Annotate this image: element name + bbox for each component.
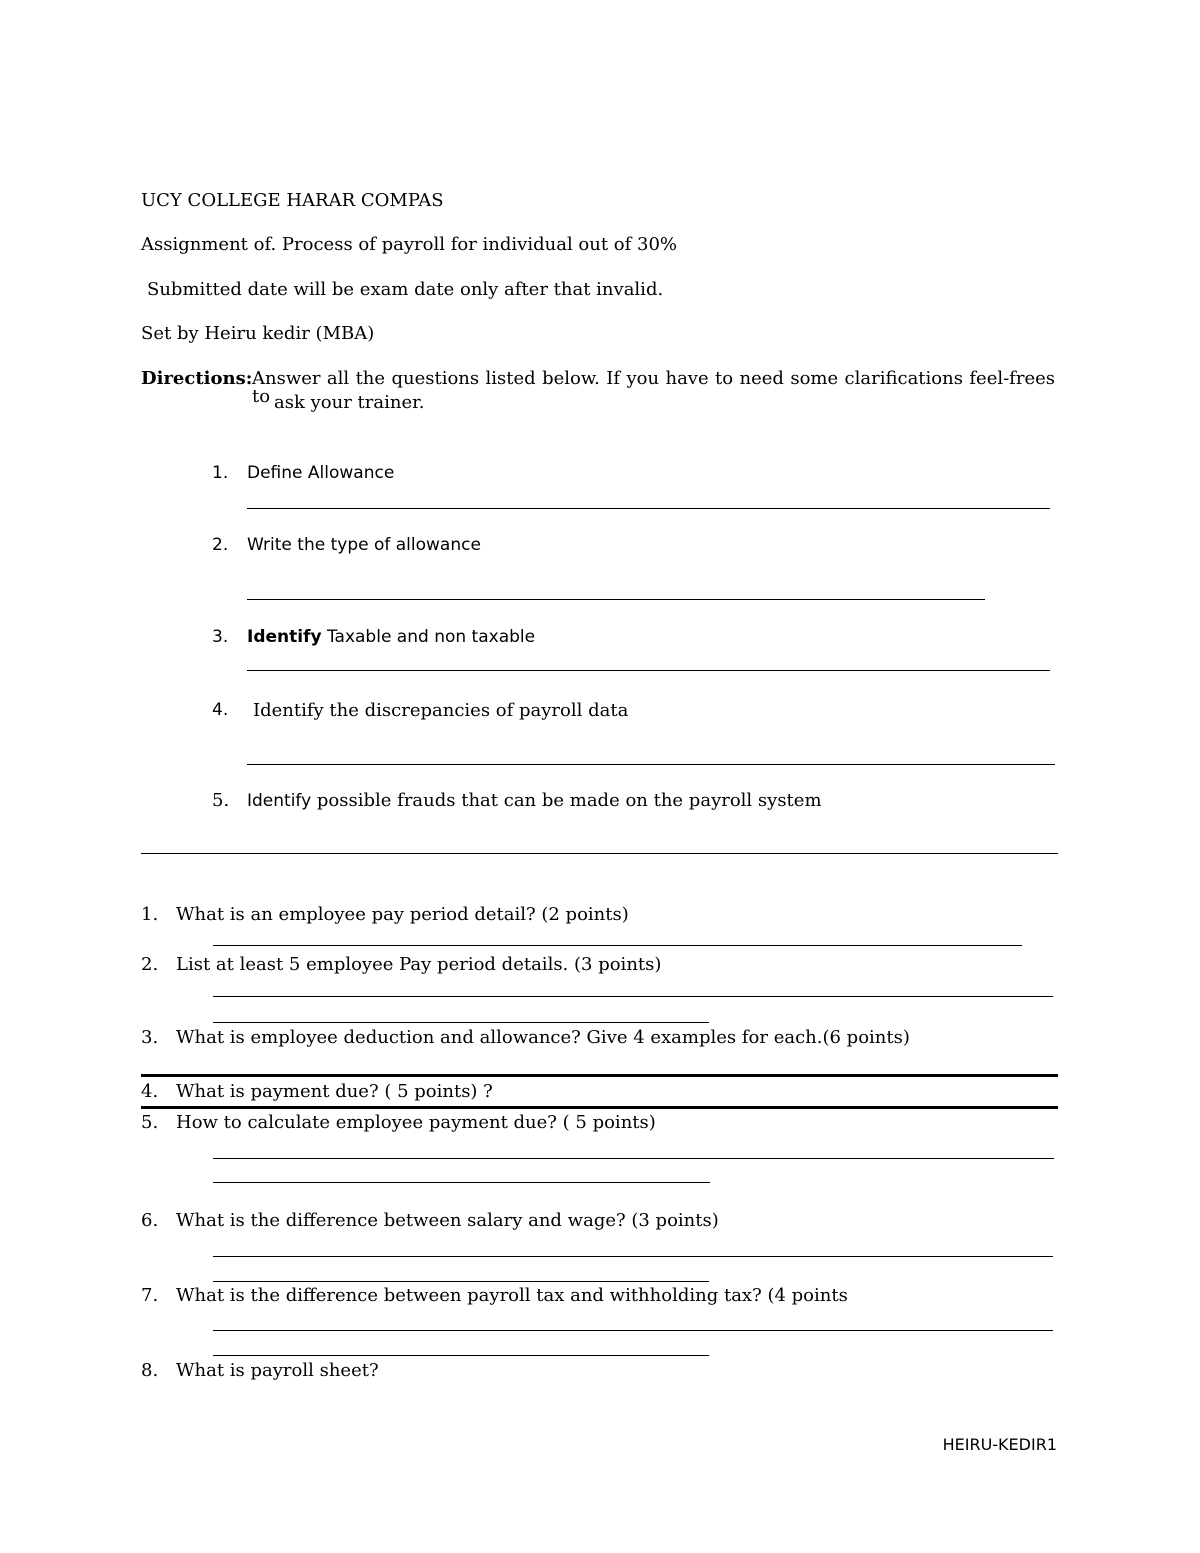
part1-q5-number: 5. bbox=[212, 790, 230, 811]
answer-line bbox=[213, 945, 1022, 946]
answer-line bbox=[247, 508, 1050, 509]
part1-q1-text: Allowance bbox=[302, 463, 395, 483]
section-divider bbox=[141, 853, 1058, 854]
part2-q7-text: What is the difference between payroll tax and withholding tax? (4 points bbox=[176, 1285, 848, 1306]
answer-line bbox=[213, 1330, 1053, 1331]
answer-line bbox=[247, 764, 1055, 765]
answer-line bbox=[247, 670, 1050, 671]
college-title: UCY COLLEGE HARAR COMPAS bbox=[141, 190, 444, 211]
part1-q3-number: 3. bbox=[212, 627, 229, 647]
part2-q8-text: What is payroll sheet? bbox=[176, 1360, 379, 1381]
page-footer: HEIRU-KEDIR1 bbox=[942, 1435, 1057, 1454]
part1-q2-number: 2. bbox=[212, 535, 229, 555]
answer-line bbox=[213, 1022, 709, 1023]
part2-q3-text: What is employee deduction and allowance? Give 4 examples for each.(6 points) bbox=[176, 1027, 910, 1048]
part1-q5-keyword: Identify bbox=[247, 791, 312, 811]
thick-rule bbox=[141, 1106, 1058, 1109]
part2-q8-number: 8. bbox=[141, 1360, 159, 1381]
part1-q2 bbox=[247, 537, 481, 554]
part1-q3-text: Taxable and non taxable bbox=[321, 627, 536, 647]
answer-line bbox=[213, 1355, 709, 1356]
thick-rule bbox=[141, 1074, 1058, 1077]
answer-line bbox=[213, 1281, 709, 1282]
part2-q2-text: List at least 5 employee Pay period details. (3 points) bbox=[176, 954, 662, 975]
part1-q1 bbox=[247, 465, 394, 482]
directions-text-cont: ask your trainer. bbox=[274, 392, 425, 413]
part2-q4-text: What is payment due? ( 5 points) ? bbox=[176, 1081, 493, 1102]
part2-q1-number: 1. bbox=[141, 904, 159, 925]
part1-q5 bbox=[247, 792, 822, 810]
part2-q3-number: 3. bbox=[141, 1027, 159, 1048]
part1-q1-number: 1. bbox=[212, 463, 229, 483]
submission-note: Submitted date will be exam date only after that invalid. bbox=[147, 279, 664, 300]
part1-q3 bbox=[247, 629, 535, 646]
part2-q5-text: How to calculate employee payment due? ( 5 points) bbox=[176, 1112, 656, 1133]
part1-q2-text: the type of allowance bbox=[291, 535, 481, 555]
answer-line bbox=[247, 599, 985, 600]
directions-label: Directions: bbox=[141, 368, 253, 389]
part2-q2-number: 2. bbox=[141, 954, 159, 975]
part1-q4-text: Identify the discrepancies of payroll data bbox=[253, 700, 629, 721]
part2-q1-text: What is an employee pay period detail? (2 points) bbox=[176, 904, 629, 925]
part2-q4-number: 4. bbox=[141, 1081, 159, 1102]
answer-line bbox=[213, 1182, 710, 1183]
answer-line bbox=[213, 1158, 1054, 1159]
answer-line bbox=[213, 1256, 1053, 1257]
part2-q7-number: 7. bbox=[141, 1285, 159, 1306]
directions-text: Answer all the questions listed below. If you have to need some clarifications feel-frees to bbox=[252, 368, 1055, 407]
answer-line bbox=[213, 996, 1053, 997]
set-by: Set by Heiru kedir (MBA) bbox=[141, 323, 375, 344]
part2-q5-number: 5. bbox=[141, 1112, 159, 1133]
part1-q1-keyword: Define bbox=[247, 463, 303, 483]
part1-q3-keyword: Identify bbox=[247, 627, 322, 647]
part2-q6-text: What is the difference between salary and wage? (3 points) bbox=[176, 1210, 719, 1231]
assignment-title: Assignment of. Process of payroll for individual out of 30% bbox=[141, 234, 678, 255]
part2-q6-number: 6. bbox=[141, 1210, 159, 1231]
part1-q2-keyword: Write bbox=[247, 535, 292, 555]
part1-q4-number: 4. bbox=[212, 700, 229, 720]
part1-q5-text: possible frauds that can be made on the payroll system bbox=[311, 790, 822, 811]
